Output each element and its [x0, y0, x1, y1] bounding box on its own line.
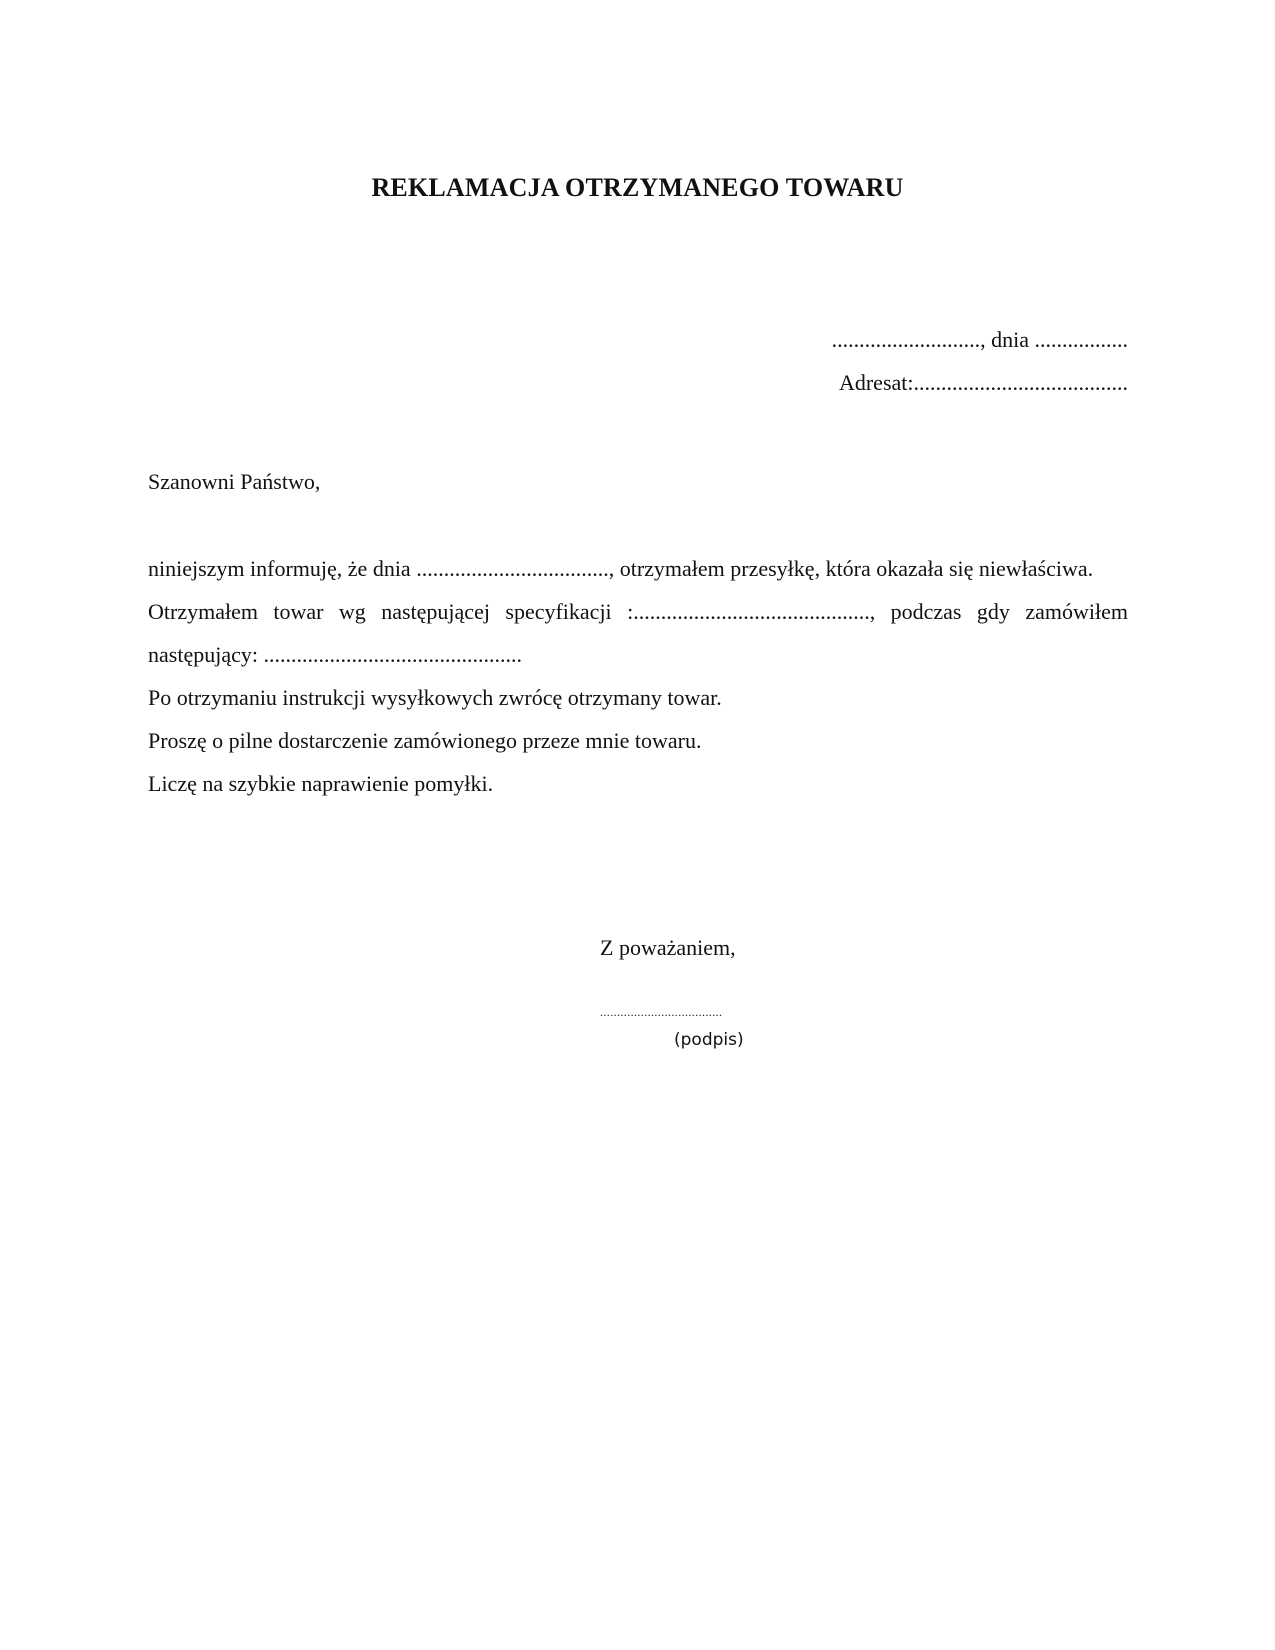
addressee-line: Adresat:....................................... — [838, 370, 1128, 395]
salutation: Szanowni Państwo, — [148, 469, 321, 494]
document-title: REKLAMACJA OTRZYMANEGO TOWARU — [371, 173, 904, 202]
signature-caption: (podpis) — [674, 1030, 744, 1050]
line-return-instructions: Po otrzymaniu instrukcji wysyłkowych zwrócę otrzymany towar. — [148, 685, 722, 710]
paragraph-specification: Otrzymałem towar wg następującej specyfikacji :..........................................., podczas gdy zamówiłem następujący: ............................................... — [148, 599, 1128, 667]
line-urgent-delivery: Proszę o pilne dostarczenie zamówionego przeze mnie towaru. — [148, 728, 702, 753]
closing-phrase: Z poważaniem, — [600, 935, 736, 960]
place-date-line: ..........................., dnia ................. — [831, 327, 1128, 352]
line-quick-fix: Liczę na szybkie naprawienie pomyłki. — [148, 771, 494, 796]
signature-line: .................................... — [600, 1005, 723, 1019]
header-block — [832, 318, 1128, 404]
letter-body — [148, 460, 1128, 805]
paragraph-received-shipment: niniejszym informuję, że dnia ..................................., otrzymałem przesyłkę, która okazała się niewłaściwa. — [148, 556, 1094, 581]
